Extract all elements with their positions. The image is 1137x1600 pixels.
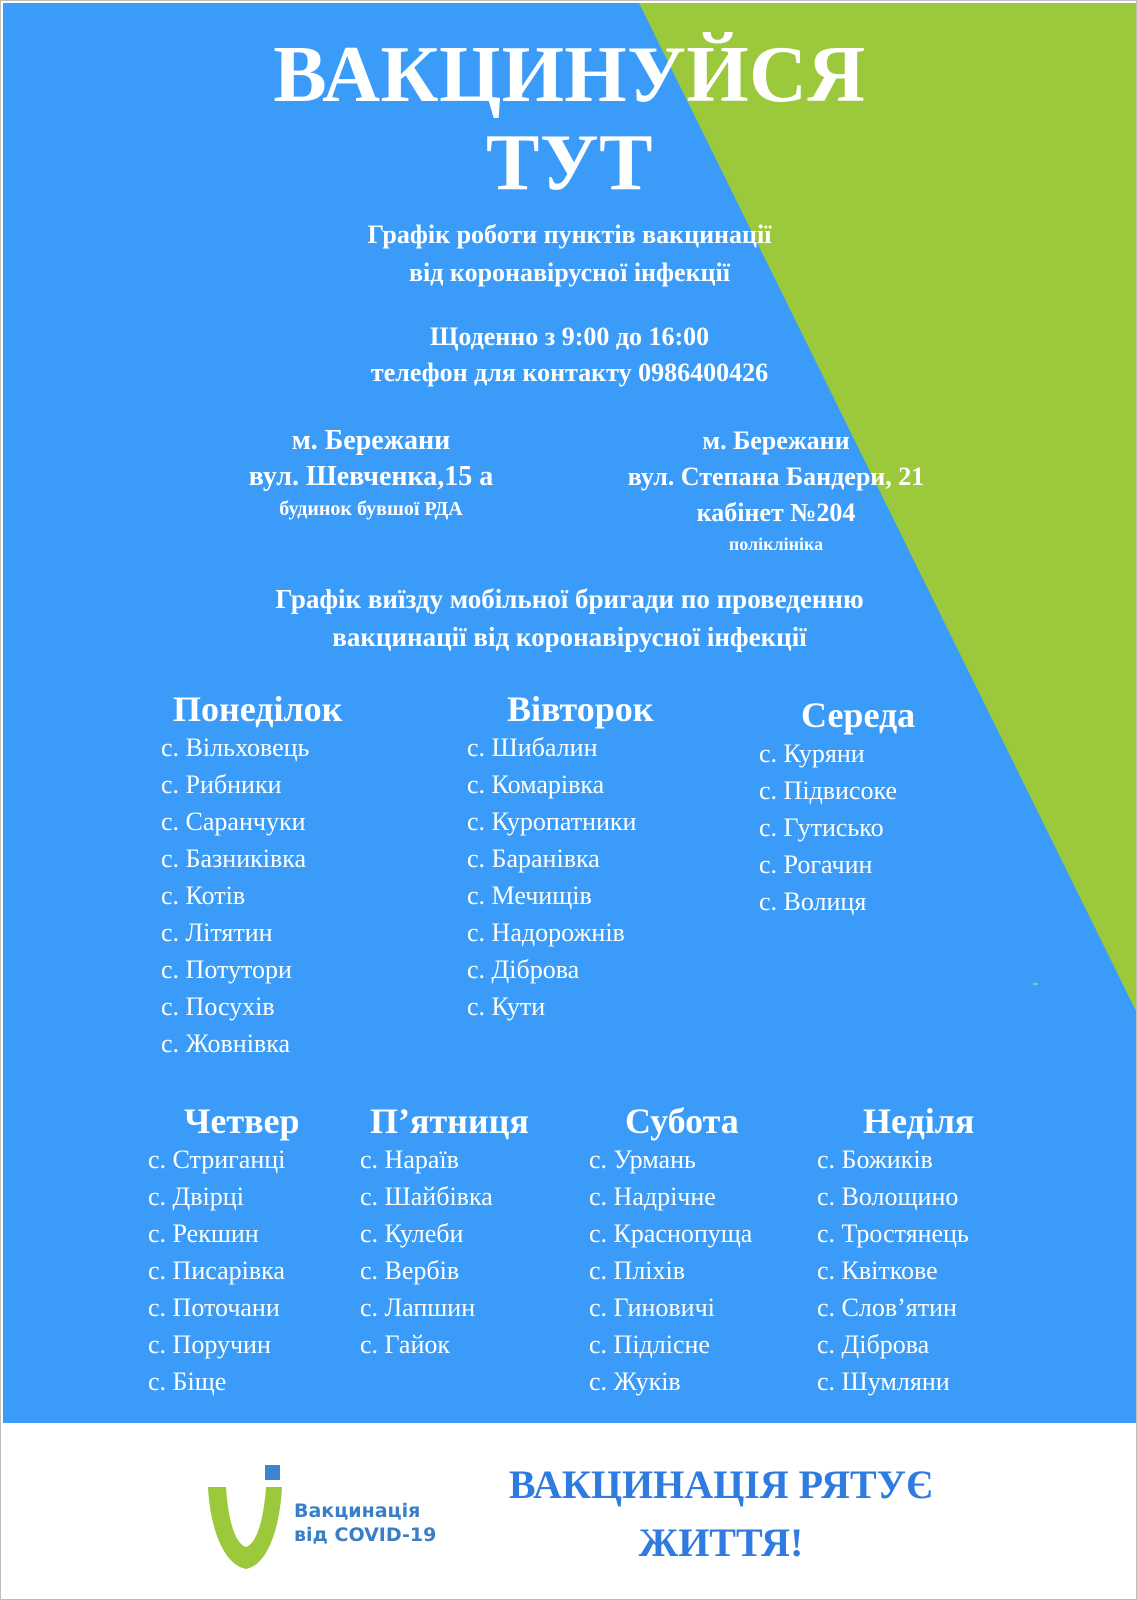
village-item: с. Краснопуща [589,1219,753,1248]
village-item: с. Поточани [148,1293,280,1322]
decorative-speck [1033,983,1038,985]
village-item: с. Тростянець [817,1219,969,1248]
day-heading: Неділя [863,1101,975,1141]
location-2-room: кабінет №204 [696,498,856,527]
day-wednesday [759,695,915,920]
village-list [360,1141,529,1363]
village-item: с. Рибники [161,770,282,799]
vaccination-v-logo-icon [206,1465,296,1575]
day-heading: П’ятниця [370,1101,529,1141]
day-heading: Субота [625,1101,739,1141]
location-2-city: м. Бережани [702,426,850,455]
village-item: с. Діброва [817,1330,930,1359]
vaccination-covid19-logo [206,1465,446,1575]
village-item: с. Вербів [360,1256,460,1285]
day-monday [161,689,342,1062]
day-heading: Вівторок [507,689,654,729]
village-item: с. Лапшин [360,1293,476,1322]
village-item: с. Слов’ятин [817,1293,957,1322]
subtitle-line1: Графік роботи пунктів вакцинації [367,220,772,249]
village-item: с. Гайок [360,1330,451,1359]
village-item: с. Волиця [759,887,867,916]
day-heading: Середа [801,695,916,735]
village-list [589,1141,752,1400]
location-2-street: вул. Степана Бандери, 21 [627,462,925,491]
village-item: с. Рогачин [759,850,873,879]
village-item: с. Куряни [759,739,865,768]
village-item: с. Потутори [161,955,292,984]
village-list [161,729,342,1062]
village-item: с. Надорожнів [467,918,625,947]
village-item: с. Двірці [148,1182,244,1211]
day-sunday [817,1101,974,1400]
village-item: с. Підлісне [589,1330,710,1359]
working-hours: Щоденно з 9:00 до 16:00 [429,322,710,351]
location-1-city: м. Бережани [291,425,451,456]
village-item: с. Шайбівка [360,1182,493,1211]
village-item: с. Баранівка [467,844,600,873]
village-item: с. Куропатники [467,807,637,836]
village-item: с. Літятин [161,918,273,947]
location-1-note: будинок бувшої РДА [279,498,463,520]
village-item: с. Гиновичі [589,1293,715,1322]
slogan-line1: ВАКЦИНАЦІЯ РЯТУЄ [508,1462,934,1507]
village-item: с. Базниківка [161,844,307,873]
day-heading: Четвер [184,1101,300,1141]
village-item: с. Діброва [467,955,580,984]
village-item: с. Комарівка [467,770,605,799]
village-item: с. Божиків [817,1145,933,1174]
main-title-line1: ВАКЦИНУЙСЯ [273,31,866,119]
village-item: с. Урмань [589,1145,696,1174]
village-item: с. Гутисько [759,813,884,842]
day-tuesday [467,689,654,1025]
village-list [148,1141,300,1400]
village-item: с. Посухів [161,992,275,1021]
village-item: с. Кулеби [360,1219,464,1248]
logo-text-line2: від COVID-19 [294,1524,437,1546]
village-item: с. Волощино [817,1182,959,1211]
main-title-line2: ТУТ [486,119,653,207]
village-item: с. Кути [467,992,546,1021]
village-item: с. Нараїв [360,1145,459,1174]
location-2-note: поліклініка [728,534,824,554]
village-item: с. Вільховець [161,733,310,762]
village-list [759,735,915,920]
location-1 [201,423,541,523]
day-saturday [589,1101,752,1400]
slogan-line2: ЖИТТЯ! [638,1520,804,1565]
village-item: с. Надрічне [589,1182,716,1211]
village-item: с. Пліхів [589,1256,686,1285]
village-item: с. Стриганці [148,1145,286,1174]
village-item: с. Підвисоке [759,776,898,805]
day-heading: Понеділок [173,689,343,729]
subtitle-line2: від коронавірусної інфекції [409,258,730,287]
village-item: с. Писарівка [148,1256,285,1285]
day-friday [360,1101,529,1363]
village-item: с. Рекшин [148,1219,259,1248]
village-item: с. Шибалин [467,733,598,762]
village-item: с. Поручин [148,1330,271,1359]
contact-phone: телефон для контакту 0986400426 [370,358,769,387]
village-list [467,729,654,1025]
village-item: с. Шумляни [817,1367,950,1396]
village-item: с. Саранчуки [161,807,306,836]
logo-text-line1: Вакцинація [294,1500,421,1522]
day-thursday [148,1101,300,1400]
location-1-street: вул. Шевченка,15 а [248,461,494,492]
mobile-schedule-title-line1: Графік виїзду мобільної бригади по проведенню [275,584,864,614]
village-item: с. Біще [148,1367,227,1396]
mobile-schedule-title-line2: вакцинації від коронавірусної інфекції [332,622,807,652]
village-item: с. Жовнівка [161,1029,290,1058]
village-item: с. Котів [161,881,246,910]
slogan [471,1456,971,1572]
village-list [817,1141,974,1400]
location-2 [586,423,966,557]
village-item: с. Мечищів [467,881,592,910]
village-item: с. Квіткове [817,1256,938,1285]
village-item: с. Жуків [589,1367,681,1396]
